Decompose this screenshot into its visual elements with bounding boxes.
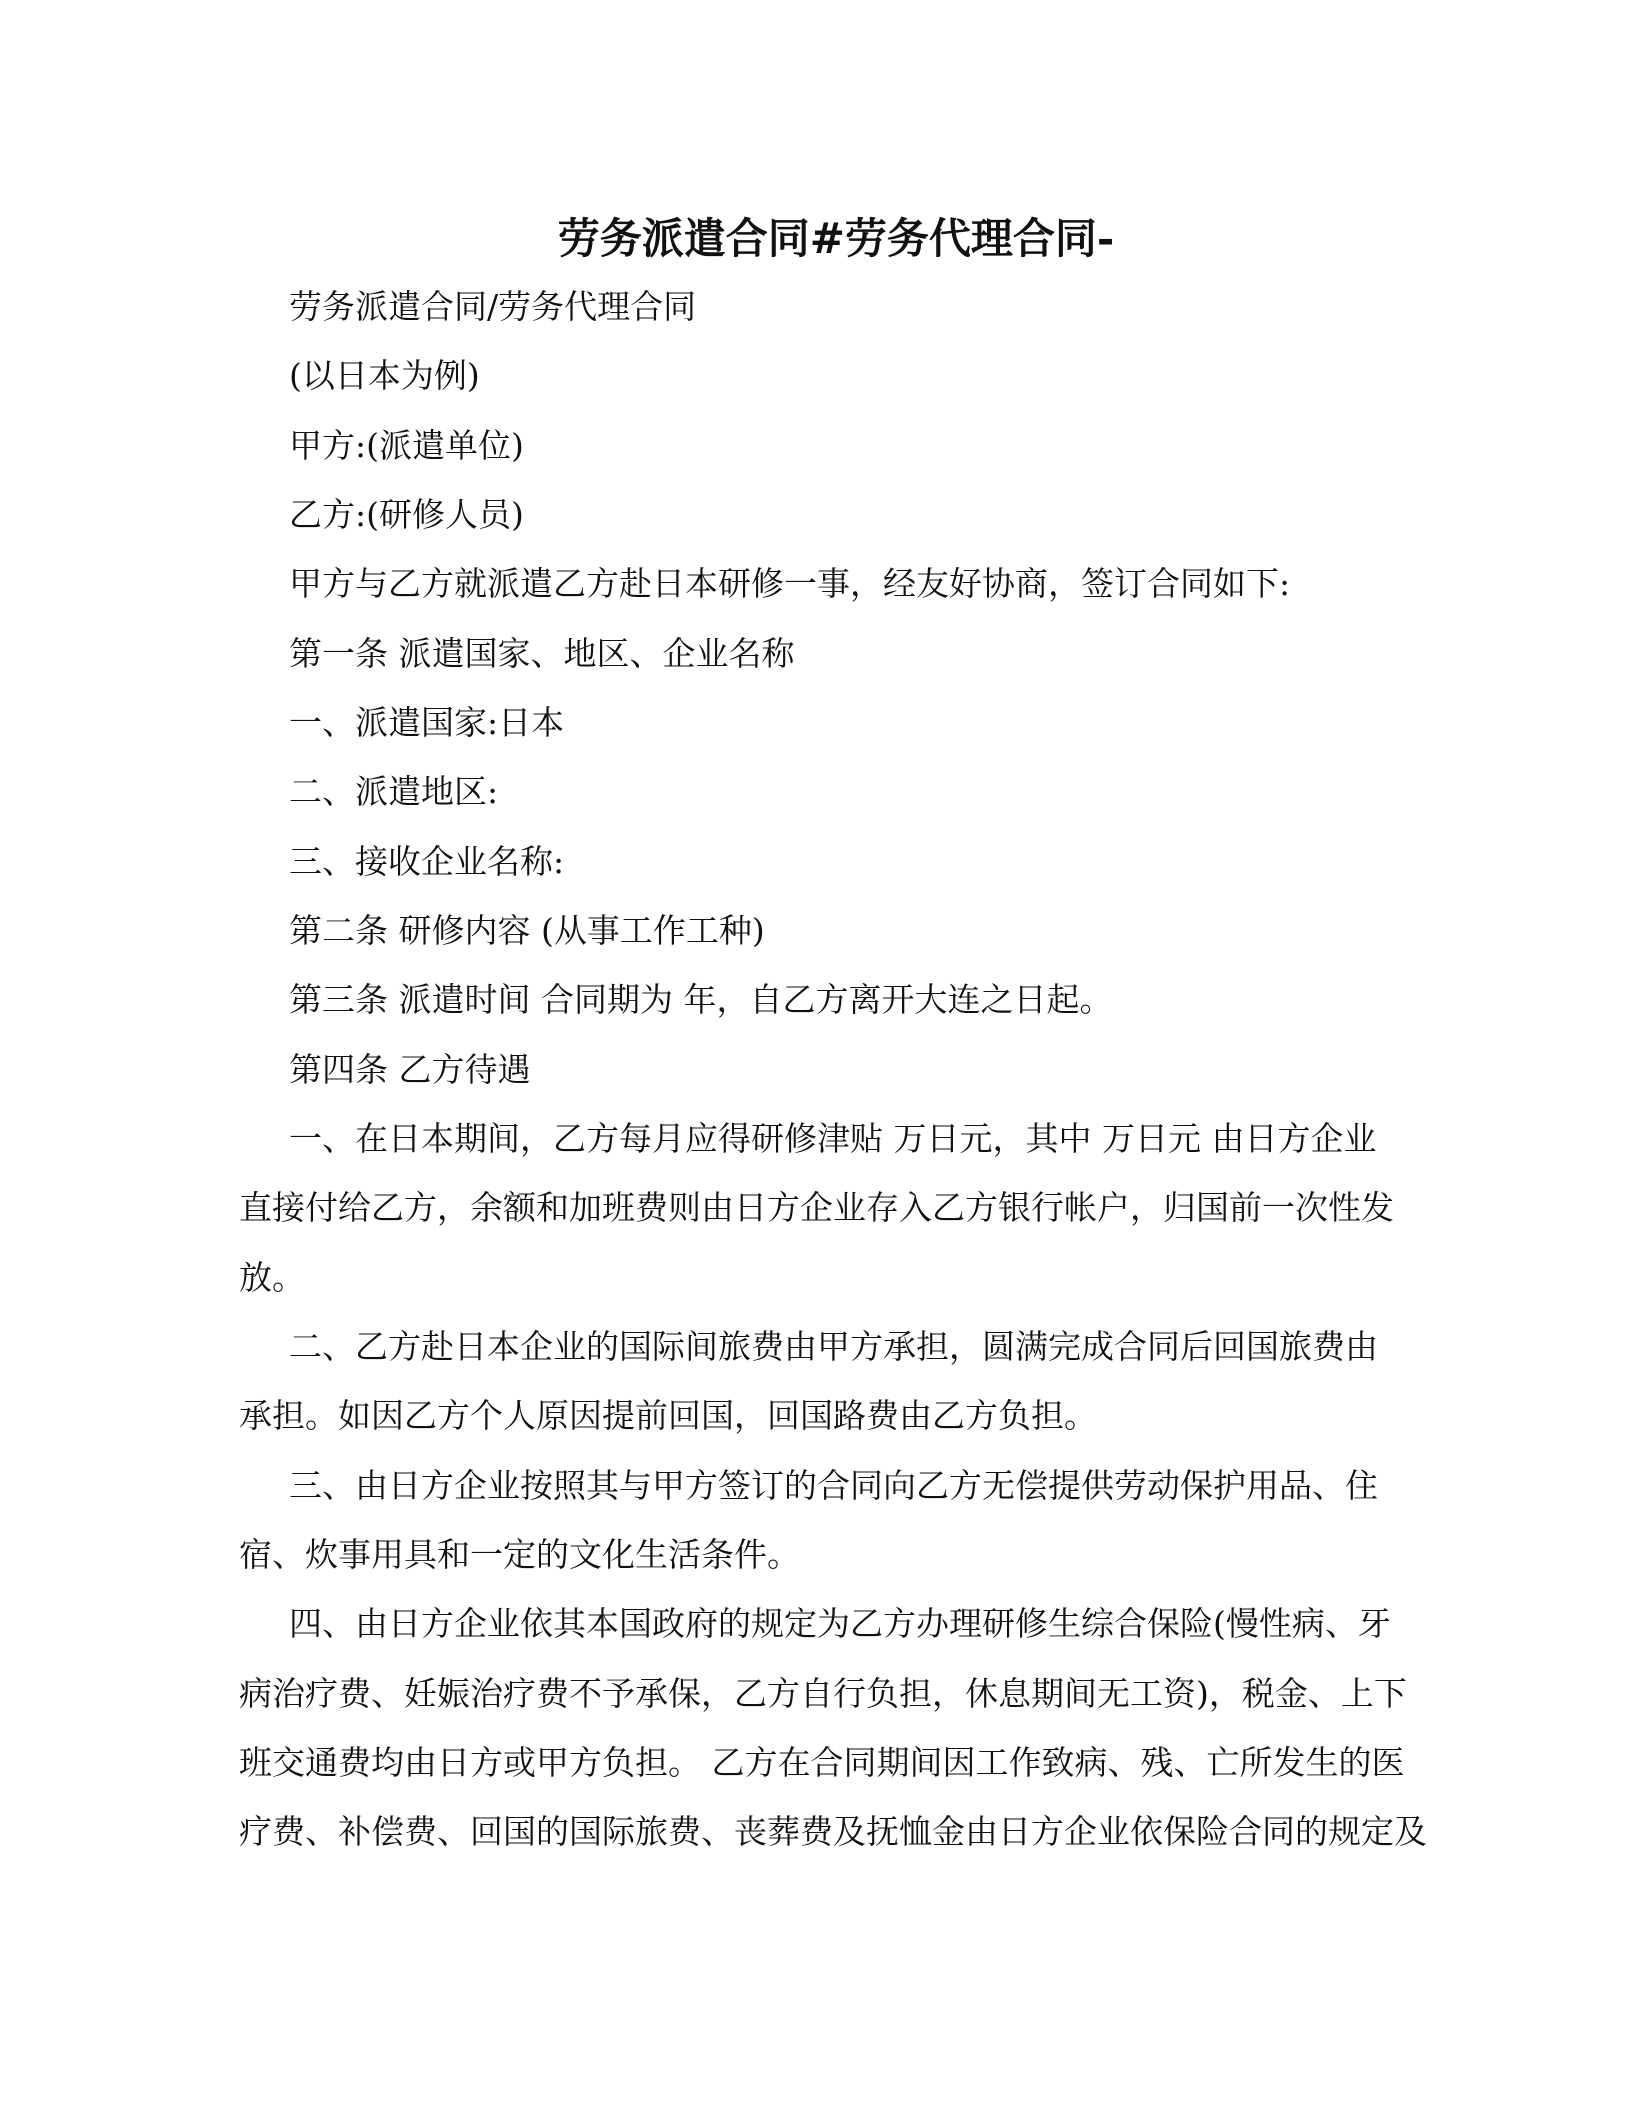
document-line: 四、由日方企业依其本国政府的规定为乙方办理研修生综合保险(慢性病、牙 (289, 1604, 1391, 1644)
document-line: 甲方:(派遣单位) (289, 425, 524, 465)
document-line: 一、在日本期间，乙方每月应得研修津贴 万日元，其中 万日元 由日方企业 (289, 1118, 1377, 1158)
document-line: 三、由日方企业按照其与甲方签订的合同向乙方无偿提供劳动保护用品、住 (289, 1465, 1378, 1505)
document-line: 放。 (239, 1257, 305, 1297)
document-line: (以日本为例) (289, 356, 480, 396)
document-line: 疗费、补偿费、回国的国际旅费、丧葬费及抚恤金由日方企业依保险合同的规定及 (239, 1812, 1427, 1852)
document-title: 劳务派遣合同#劳务代理合同- (557, 214, 1115, 263)
document-line: 承担。如因乙方个人原因提前回国，回国路费由乙方负担。 (239, 1396, 1097, 1436)
document-line: 二、派遣地区: (289, 772, 499, 812)
document-line: 第一条 派遣国家、地区、企业名称 (289, 633, 795, 673)
document-line: 乙方:(研修人员) (289, 494, 524, 534)
document-line: 第二条 研修内容 (从事工作工种) (289, 910, 765, 950)
document-line: 甲方与乙方就派遣乙方赴日本研修一事，经友好协商，签订合同如下: (289, 564, 1291, 604)
document-line: 病治疗费、妊娠治疗费不予承保，乙方自行负担，休息期间无工资)，税金、上下 (239, 1673, 1407, 1713)
document-line: 宿、炊事用具和一定的文化生活条件。 (239, 1534, 800, 1574)
document-line: 劳务派遣合同/劳务代理合同 (289, 287, 697, 326)
document-line: 班交通费均由日方或甲方负担。 乙方在合同期间因工作致病、残、亡所发生的医 (239, 1742, 1405, 1782)
document-line: 第四条 乙方待遇 (289, 1049, 531, 1089)
document-line: 三、接收企业名称: (289, 841, 565, 881)
document-line: 直接付给乙方，余额和加班费则由日方企业存入乙方银行帐户，归国前一次性发 (239, 1188, 1394, 1228)
document-line: 二、乙方赴日本企业的国际间旅费由甲方承担，圆满完成合同后回国旅费由 (289, 1326, 1378, 1366)
document-line: 一、派遣国家:日本 (289, 702, 565, 742)
document-line: 第三条 派遣时间 合同期为 年，自乙方离开大连之日起。 (289, 980, 1113, 1020)
